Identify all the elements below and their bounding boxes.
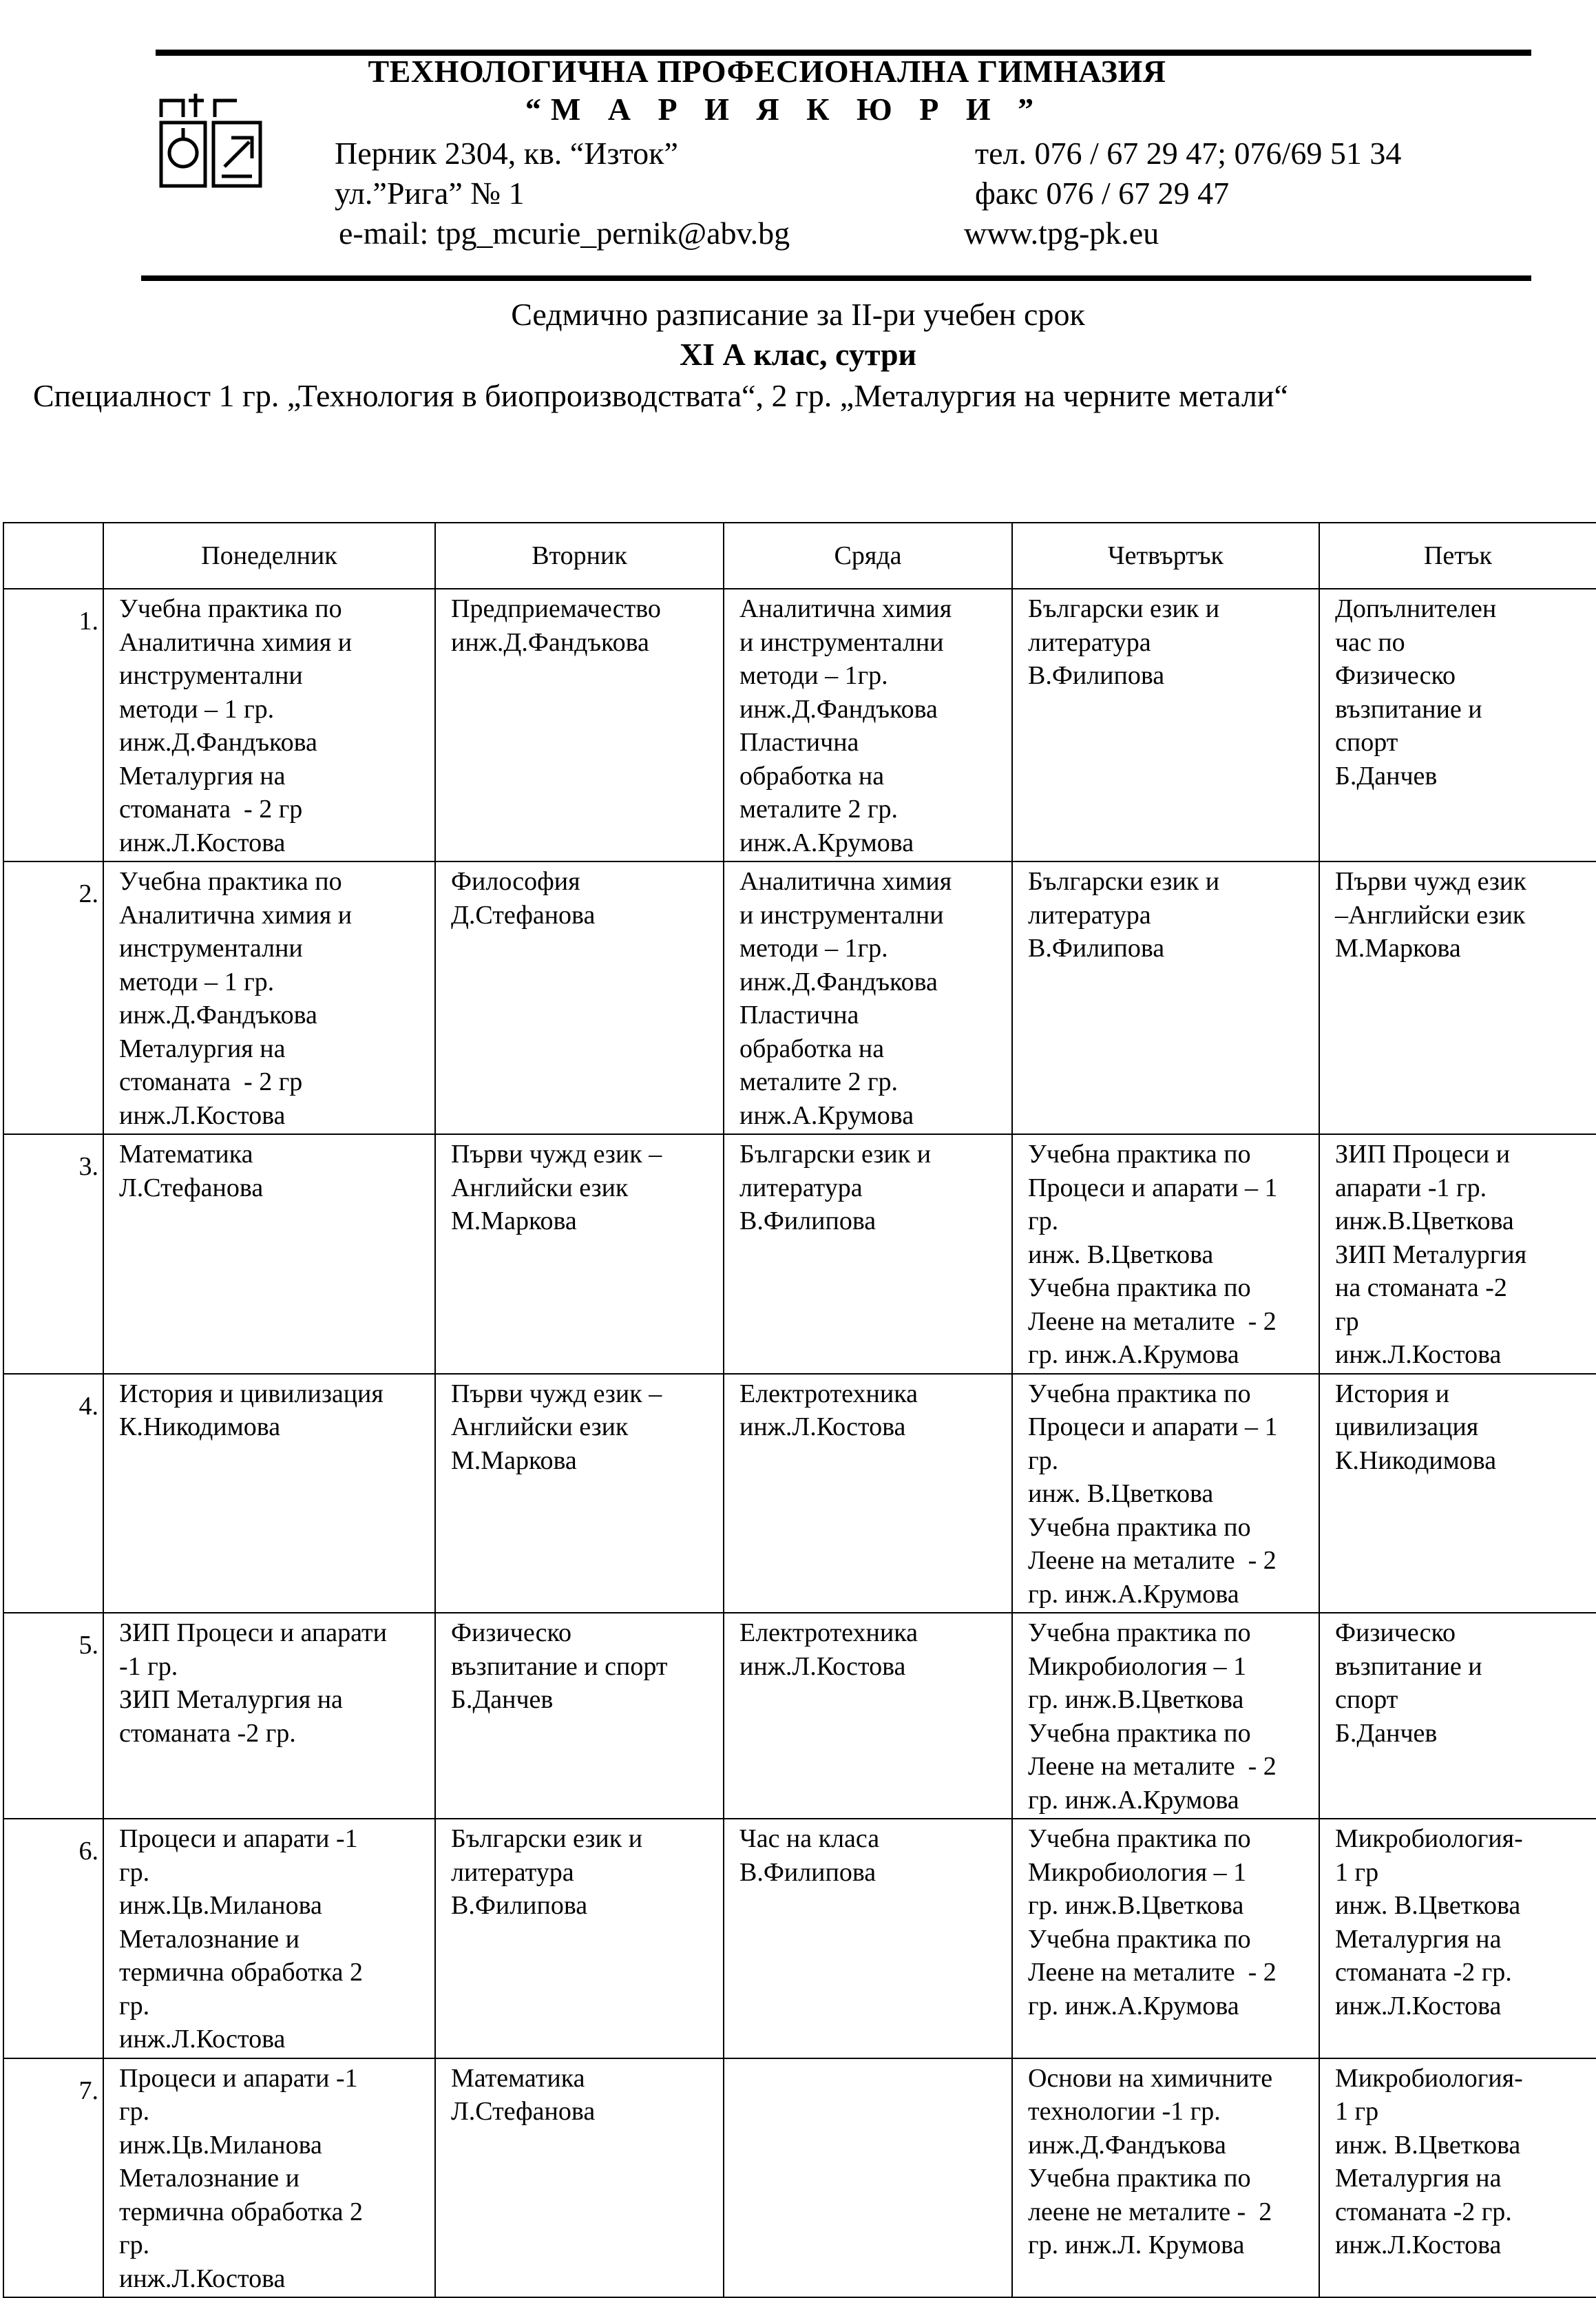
cell-text-line: гр <box>1335 1306 1359 1336</box>
schedule-cell <box>435 861 724 1134</box>
header-bottom-rule <box>141 275 1531 281</box>
schedule-cell <box>435 1613 724 1819</box>
cell-text-line: и инструментални <box>739 900 944 930</box>
cell-text-line: Учебна практика по <box>1028 1618 1251 1647</box>
cell-text-line: Час на класа <box>739 1824 880 1853</box>
cell-text-line: Учебна практика по <box>119 594 342 623</box>
cell-text-line: М.Маркова <box>451 1207 577 1235</box>
cell-text-line: Леене на металите - 2 <box>1028 1752 1277 1781</box>
cell-text-line: инж.А.Крумова <box>739 1100 914 1130</box>
cell-text-line: апарати -1 гр. <box>1335 1173 1487 1202</box>
cell-text-line: Металургия на <box>1335 2164 1502 2193</box>
cell-text-line: Б.Данчев <box>1335 761 1438 791</box>
cell-text-line: Първи чужд език – <box>451 1140 662 1169</box>
schedule-row <box>3 1819 1596 2058</box>
cell-text-line: Леене на металите - 2 <box>1028 1958 1277 1987</box>
cell-text-line: гр. <box>1028 1207 1059 1235</box>
cell-text-line: стоманата -2 гр. <box>1335 1958 1512 1987</box>
cell-text-line: инж.Д.Фандъкова <box>1028 2130 1226 2160</box>
cell-text-line: Предприемачество <box>451 594 661 623</box>
cell-text-line: методи – 1 гр. <box>119 967 275 996</box>
cell-text-line: инж.Л.Костова <box>739 1412 906 1441</box>
cell-text-line: Процеси и апарати – 1 <box>1028 1412 1278 1441</box>
cell-text-line: гр. инж.А.Крумова <box>1028 1579 1239 1609</box>
cell-text-line: и инструментални <box>739 627 944 657</box>
cell-text-line: Аналитична химия <box>739 594 952 623</box>
day-header: Вторник <box>435 523 724 589</box>
cell-text-line: Математика <box>119 1140 253 1169</box>
cell-text-line: гр. <box>119 1857 150 1887</box>
schedule-row <box>3 861 1596 1134</box>
cell-text-line: -1 гр. <box>119 1651 178 1681</box>
cell-text-line: Аналитична химия <box>739 867 952 896</box>
cell-text-line: Български език и <box>451 1824 643 1853</box>
cell-text-line: инж.Л.Костова <box>119 828 286 857</box>
cell-text-line: инж.А.Крумова <box>739 828 914 857</box>
cell-text-line: В.Филипова <box>739 1207 876 1235</box>
period-number: 7. <box>3 2058 103 2298</box>
cell-text-line: Физическо <box>1335 1618 1456 1647</box>
cell-text-line: инж. В.Цветкова <box>1028 1479 1214 1508</box>
schedule-cell <box>103 1819 435 2058</box>
cell-text-line: –Английски език <box>1335 900 1526 930</box>
cell-text-line: инструментални <box>119 661 303 690</box>
cell-text-line: Български език и <box>1028 594 1220 623</box>
cell-text-line: В.Филипова <box>739 1857 876 1887</box>
cell-text-line: Допълнителен <box>1335 594 1497 623</box>
cell-text-line: Микробиология – 1 <box>1028 1651 1247 1681</box>
title-block <box>0 295 1596 375</box>
email: e-mail: tpg_mcurie_pernik@abv.bg <box>339 216 790 251</box>
cell-text-line: спорт <box>1335 728 1398 757</box>
address-line1: Перник 2304, кв. “Изток” <box>335 136 678 171</box>
cell-text-line: литература <box>1028 627 1151 657</box>
cell-text-line: стоманата - 2 гр <box>119 1067 303 1096</box>
cell-text-line: гр. <box>119 2231 150 2259</box>
cell-text-line: 1 гр <box>1335 2097 1379 2126</box>
schedule-cell <box>435 2058 724 2298</box>
cell-text-line: инж.Л.Костова <box>1335 1340 1502 1369</box>
cell-text-line: ЗИП Процеси и <box>1335 1140 1511 1169</box>
schedule-cell <box>724 1374 1012 1613</box>
cell-text-line: инж.Д.Фандъкова <box>119 728 317 757</box>
cell-text-line: В.Филипова <box>1028 661 1165 690</box>
schedule-row <box>3 1134 1596 1374</box>
schedule-cell <box>1012 861 1319 1134</box>
cell-text-line: Учебна практика по <box>1028 1824 1251 1853</box>
period-number: 6. <box>3 1819 103 2058</box>
schedule-cell <box>103 1134 435 1374</box>
cell-text-line: цивилизация <box>1335 1412 1479 1441</box>
cell-text-line: История и <box>1335 1379 1450 1408</box>
cell-text-line: Металургия на <box>119 1034 286 1063</box>
cell-text-line: Микробиология – 1 <box>1028 1857 1247 1887</box>
cell-text-line: литература <box>739 1173 863 1202</box>
cell-text-line: Електротехника <box>739 1379 918 1408</box>
cell-text-line: гр. инж.А.Крумова <box>1028 1785 1239 1815</box>
cell-text-line: методи – 1 гр. <box>119 694 275 724</box>
cell-text-line: Пластична <box>739 728 859 757</box>
cell-text-line: гр. инж.В.Цветкова <box>1028 1891 1244 1920</box>
cell-text-line: В.Филипова <box>1028 934 1165 963</box>
cell-text-line: инж.Цв.Миланова <box>119 2130 322 2160</box>
schedule-cell <box>1319 1134 1596 1374</box>
cell-text-line: Философия <box>451 867 580 896</box>
schedule-cell <box>724 1134 1012 1374</box>
cell-text-line: инструментални <box>119 934 303 963</box>
cell-text-line: Електротехника <box>739 1618 918 1647</box>
cell-text-line: гр. инж.В.Цветкова <box>1028 1685 1244 1714</box>
address-line2: ул.”Рига” № 1 <box>335 176 525 211</box>
cell-text-line: Учебна практика по <box>119 867 342 896</box>
cell-text-line: инж. В.Цветкова <box>1335 2130 1521 2160</box>
cell-text-line: 1 гр <box>1335 1857 1379 1887</box>
cell-text-line: термична обработка 2 <box>119 2197 363 2226</box>
schedule-table <box>3 522 1596 2298</box>
period-number: 4. <box>3 1374 103 1613</box>
cell-text-line: стоманата -2 гр. <box>1335 2197 1512 2226</box>
cell-text-line: Първи чужд език <box>1335 867 1526 896</box>
cell-text-line: час по <box>1335 627 1405 657</box>
cell-text-line: Учебна практика по <box>1028 1379 1251 1408</box>
period-number: 3. <box>3 1134 103 1374</box>
cell-text-line: инж.Цв.Миланова <box>119 1891 322 1920</box>
cell-text-line: Процеси и апарати -1 <box>119 2063 358 2093</box>
school-name-line2: “М А Р И Я К Ю Р И ” <box>525 92 1044 127</box>
cell-text-line: инж.Д.Фандъкова <box>739 694 938 724</box>
cell-text-line: Аналитична химия и <box>119 900 353 930</box>
fax: факс 076 / 67 29 47 <box>975 176 1230 211</box>
cell-text-line: инж. В.Цветкова <box>1028 1240 1214 1269</box>
cell-text-line: термична обработка 2 <box>119 1958 363 1987</box>
cell-text-line: Микробиология- <box>1335 1824 1523 1853</box>
cell-text-line: Б.Данчев <box>451 1685 554 1714</box>
cell-text-line: Английски език <box>451 1412 629 1441</box>
cell-text-line: Д.Стефанова <box>451 900 596 930</box>
cell-text-line: на стоманата -2 <box>1335 1273 1507 1302</box>
schedule-header-row <box>3 523 1596 589</box>
cell-text-line: гр. <box>119 2097 150 2126</box>
cell-text-line: инж.Л.Костова <box>119 2025 286 2054</box>
cell-text-line: инж.Д.Фандъкова <box>119 1001 317 1030</box>
schedule-cell <box>724 861 1012 1134</box>
cell-text-line: инж.Д.Фандъкова <box>739 967 938 996</box>
cell-text-line: В.Филипова <box>451 1891 588 1920</box>
period-number: 2. <box>3 861 103 1134</box>
cell-text-line: Леене на металите - 2 <box>1028 1306 1277 1336</box>
schedule-cell <box>1319 1819 1596 2058</box>
cell-text-line: литература <box>1028 900 1151 930</box>
period-number: 5. <box>3 1613 103 1819</box>
schedule-cell <box>1319 861 1596 1134</box>
schedule-cell <box>103 1613 435 1819</box>
schedule-cell <box>1319 1613 1596 1819</box>
cell-text-line: металите 2 гр. <box>739 1067 899 1096</box>
cell-text-line: К.Никодимова <box>1335 1445 1497 1475</box>
cell-text-line: гр. инж.А.Крумова <box>1028 1991 1239 2020</box>
cell-text-line: гр. инж.А.Крумова <box>1028 1340 1239 1369</box>
cell-text-line: инж.Л.Костова <box>1335 1991 1502 2020</box>
cell-text-line: възпитание и <box>1335 694 1482 724</box>
schedule-title: Седмично разписание за II-ри учебен срок <box>511 297 1085 332</box>
website: www.tpg-pk.eu <box>964 216 1159 251</box>
cell-text-line: ЗИП Процеси и апарати <box>119 1618 387 1647</box>
schedule-cell <box>435 1374 724 1613</box>
phone: тел. 076 / 67 29 47; 076/69 51 34 <box>975 136 1402 171</box>
cell-text-line: Основи на химичните <box>1028 2063 1273 2093</box>
schedule-cell <box>1319 1374 1596 1613</box>
schedule-row <box>3 1613 1596 1819</box>
schedule-cell <box>1012 2058 1319 2298</box>
schedule-cell <box>1012 1819 1319 2058</box>
schedule-body <box>3 589 1596 2297</box>
schedule-cell <box>1012 1613 1319 1819</box>
schedule-cell <box>103 589 435 861</box>
cell-text-line: Математика <box>451 2063 585 2093</box>
cell-text-line: Металознание и <box>119 2164 300 2193</box>
cell-text-line: инж. В.Цветкова <box>1335 1891 1521 1920</box>
schedule-cell <box>1012 1134 1319 1374</box>
cell-text-line: М.Маркова <box>451 1445 577 1475</box>
cell-text-line: Български език и <box>1028 867 1220 896</box>
schedule-row <box>3 1374 1596 1613</box>
cell-text-line: ЗИП Металургия <box>1335 1240 1527 1269</box>
cell-text-line: технологии -1 гр. <box>1028 2097 1221 2126</box>
schedule-cell <box>103 1374 435 1613</box>
cell-text-line: леене не металите - 2 <box>1028 2197 1272 2226</box>
cell-text-line: Аналитична химия и <box>119 627 353 657</box>
cell-text-line: Б.Данчев <box>1335 1718 1438 1748</box>
cell-text-line: Металознание и <box>119 1924 300 1954</box>
schedule-cell <box>724 589 1012 861</box>
schedule-cell <box>1319 2058 1596 2298</box>
specialty-line: Специалност 1 гр. „Технология в биопроизводствата“, 2 гр. „Металургия на черните метали“ <box>33 378 1288 413</box>
schedule-cell <box>1319 589 1596 861</box>
day-header: Петък <box>1319 523 1596 589</box>
cell-text-line: Учебна практика по <box>1028 1512 1251 1542</box>
cell-text-line: методи – 1гр. <box>739 661 888 690</box>
cell-text-line: Учебна практика по <box>1028 1924 1251 1954</box>
cell-text-line: възпитание и спорт <box>451 1651 668 1681</box>
cell-text-line: гр. <box>119 1991 150 2020</box>
cell-text-line: Металургия на <box>119 761 286 791</box>
cell-text-line: методи – 1гр. <box>739 934 888 963</box>
cell-text-line: Учебна практика по <box>1028 1273 1251 1302</box>
cell-text-line: Процеси и апарати – 1 <box>1028 1173 1278 1202</box>
schedule-cell <box>724 1613 1012 1819</box>
cell-text-line: ЗИП Металургия на <box>119 1685 343 1714</box>
cell-text-line: стоманата -2 гр. <box>119 1718 296 1748</box>
schedule-cell <box>103 2058 435 2298</box>
cell-text-line: История и цивилизация <box>119 1379 384 1408</box>
cell-text-line: Л.Стефанова <box>119 1173 264 1202</box>
school-name <box>0 52 1596 128</box>
cell-text-line: Учебна практика по <box>1028 1718 1251 1748</box>
cell-text-line: инж.В.Цветкова <box>1335 1207 1514 1235</box>
cell-text-line: Учебна практика по <box>1028 2164 1251 2193</box>
schedule-cell <box>435 589 724 861</box>
cell-text-line: К.Никодимова <box>119 1412 281 1441</box>
schedule-cell <box>1012 589 1319 861</box>
cell-text-line: обработка на <box>739 1034 885 1063</box>
cell-text-line: Английски език <box>451 1173 629 1202</box>
cell-text-line: Л.Стефанова <box>451 2097 596 2126</box>
cell-text-line: Микробиология- <box>1335 2063 1523 2093</box>
cell-text-line: гр. <box>1028 1445 1059 1475</box>
cell-text-line: спорт <box>1335 1685 1398 1714</box>
cell-text-line: обработка на <box>739 761 885 791</box>
cell-text-line: стоманата - 2 гр <box>119 795 303 824</box>
school-name-line1: ТЕХНОЛОГИЧНА ПРОФЕСИОНАЛНА ГИМНАЗИЯ <box>368 54 1166 89</box>
cell-text-line: Леене на металите - 2 <box>1028 1546 1277 1575</box>
cell-text-line: Български език и <box>739 1140 932 1169</box>
day-header: Понеделник <box>103 523 435 589</box>
cell-text-line: металите 2 гр. <box>739 795 899 824</box>
cell-text-line: инж.Л.Костова <box>119 2264 286 2293</box>
class-title: XI А клас, сутри <box>679 337 917 372</box>
schedule-cell <box>724 1819 1012 2058</box>
cell-text-line: литература <box>451 1857 574 1887</box>
header-corner <box>3 523 103 589</box>
cell-text-line: инж.Л.Костова <box>739 1651 906 1681</box>
day-header: Четвъртък <box>1012 523 1319 589</box>
period-number: 1. <box>3 589 103 861</box>
cell-text-line: Физическо <box>1335 661 1456 690</box>
cell-text-line: М.Маркова <box>1335 934 1461 963</box>
cell-text-line: Пластична <box>739 1001 859 1030</box>
schedule-row <box>3 2058 1596 2298</box>
schedule-cell <box>724 2058 1012 2298</box>
cell-text-line: Физическо <box>451 1618 572 1647</box>
schedule-cell <box>1012 1374 1319 1613</box>
cell-text-line: инж.Д.Фандъкова <box>451 627 649 657</box>
schedule-cell <box>435 1134 724 1374</box>
schedule-row <box>3 589 1596 861</box>
cell-text-line: Учебна практика по <box>1028 1140 1251 1169</box>
cell-text-line: Първи чужд език – <box>451 1379 662 1408</box>
cell-text-line: гр. инж.Л. Крумова <box>1028 2231 1245 2259</box>
cell-text-line: инж.Л.Костова <box>119 1100 286 1130</box>
cell-text-line: Металургия на <box>1335 1924 1502 1954</box>
cell-text-line: Процеси и апарати -1 <box>119 1824 358 1853</box>
cell-text-line: инж.Л.Костова <box>1335 2231 1502 2259</box>
day-header: Сряда <box>724 523 1012 589</box>
schedule-cell <box>103 861 435 1134</box>
schedule-cell <box>435 1819 724 2058</box>
cell-text-line: възпитание и <box>1335 1651 1482 1681</box>
